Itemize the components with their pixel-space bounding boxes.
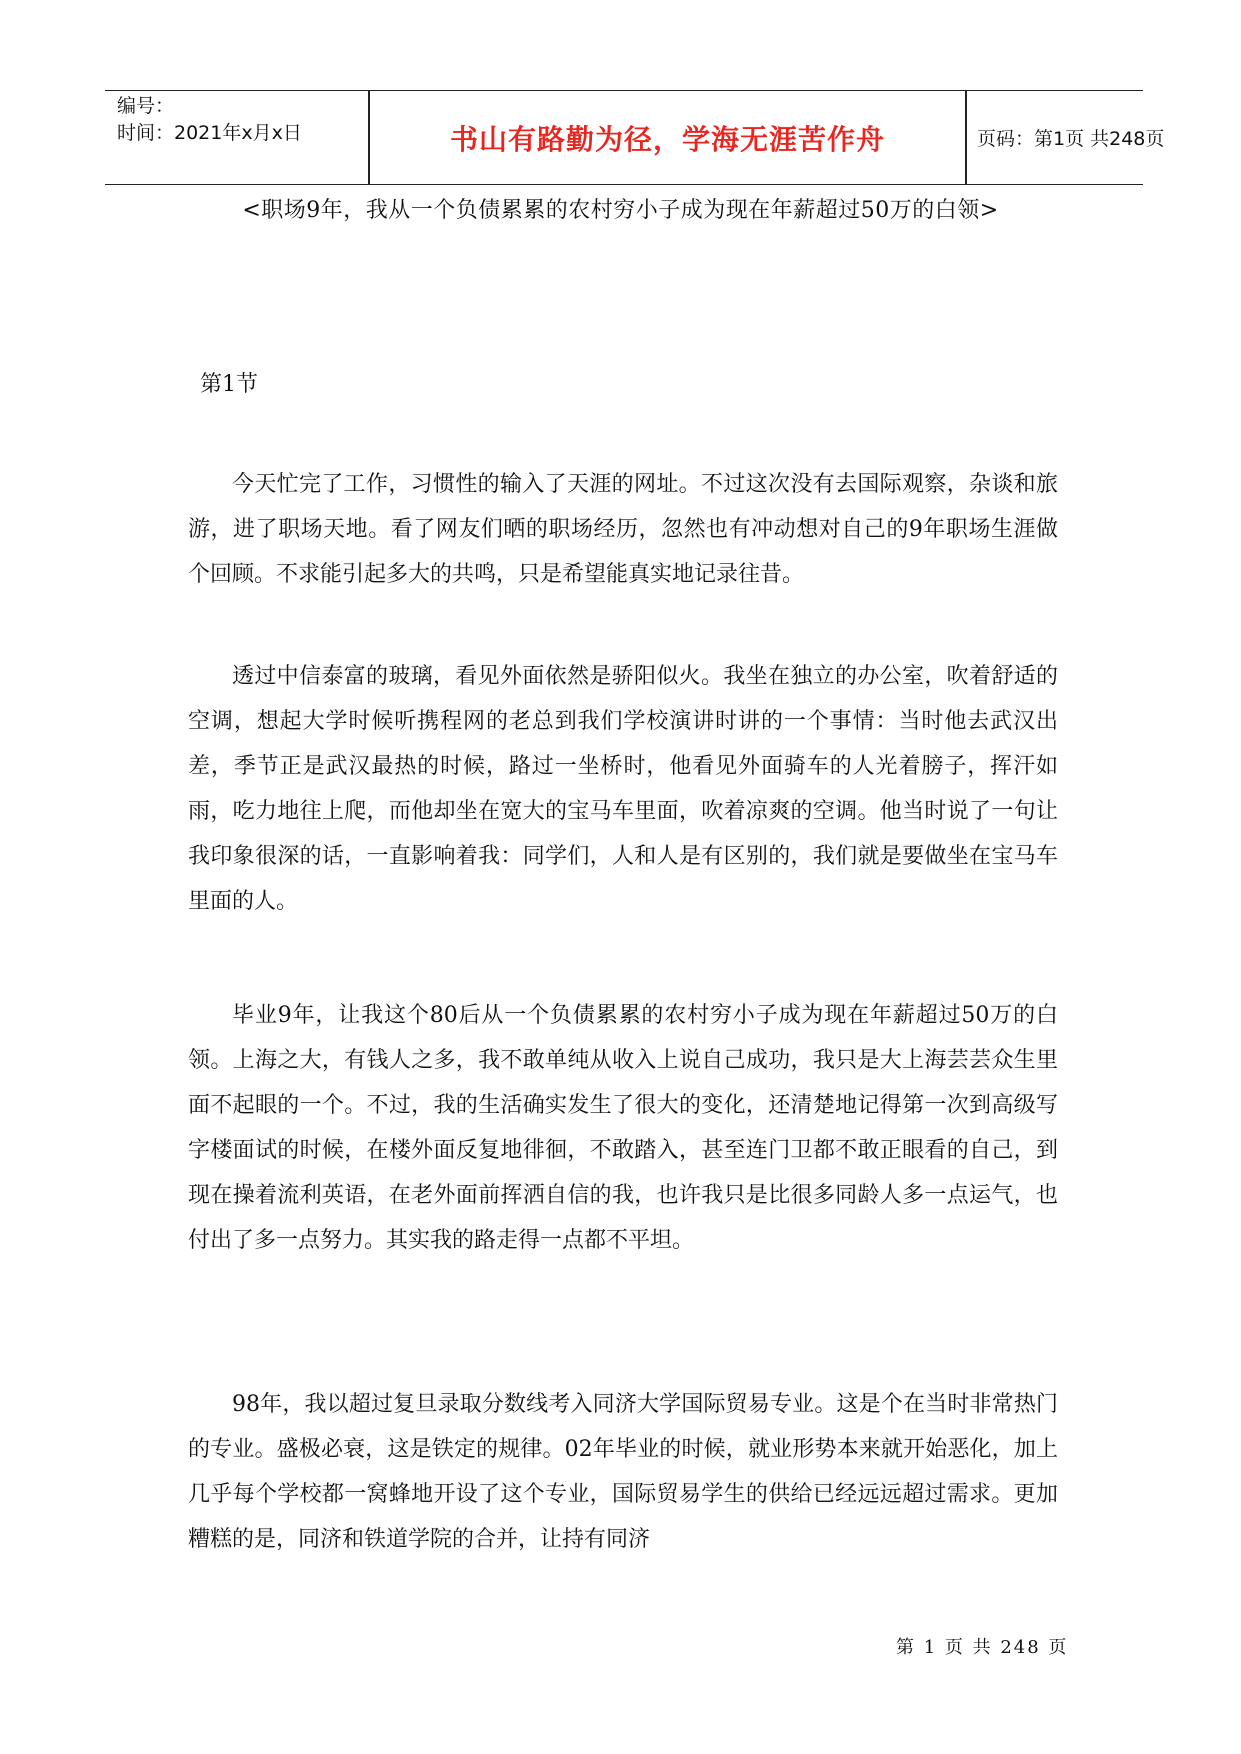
paragraph: 今天忙完了工作，习惯性的输入了天涯的网址。不过这次没有去国际观察，杂谈和旅游，进了职场天地。看了网友们晒的职场经历，忽然也有冲动想对自己的9年职场生涯做个回顾。不求能引起多大的共鸣，只是希望能真实地记录往昔。	[188, 472, 1058, 587]
header-motto-cell	[369, 91, 966, 184]
page-header	[105, 90, 1165, 185]
header-time-label: 时间：2021年x月x日	[117, 122, 302, 144]
document-title: <职场9年，我从一个负债累累的农村穷小子成为现在年薪超过50万的白领>	[242, 198, 999, 223]
header-page-label: 页码：第1页 共248页	[977, 128, 1165, 150]
paragraph: 毕业9年，让我这个80后从一个负债累累的农村穷小子成为现在年薪超过50万的白领。上海之大，有钱人之多，我不敢单纯从收入上说自己成功，我只是大上海芸芸众生里面不起眼的一个。不过，我的生活确实发生了很大的变化，还清楚地记得第一次到高级写字楼面试的时候，在楼外面反复地徘徊，不敢踏入，甚至连门卫都不敢正眼看的自己，到现在操着流利英语，在老外面前挥洒自信的我，也许我只是比很多同龄人多一点运气，也付出了多一点努力。其实我的路走得一点都不平坦。	[188, 1003, 1058, 1253]
header-divider	[965, 91, 967, 184]
paragraph: 98年，我以超过复旦录取分数线考入同济大学国际贸易专业。这是个在当时非常热门的专业。盛极必衰，这是铁定的规律。02年毕业的时候，就业形势本来就开始恶化，加上几乎每个学校都一窝蜂地开设了这个专业，国际贸易学生的供给已经远远超过需求。更加糟糕的是，同济和铁道学院的合并，让持有同济	[188, 1392, 1058, 1552]
paragraph: 透过中信泰富的玻璃，看见外面依然是骄阳似火。我坐在独立的办公室，吹着舒适的空调，想起大学时候听携程网的老总到我们学校演讲时讲的一个事情：当时他去武汉出差，季节正是武汉最热的时候，路过一坐桥时，他看见外面骑车的人光着膀子，挥汗如雨，吃力地往上爬，而他却坐在宽大的宝马车里面，吹着凉爽的空调。他当时说了一句让我印象很深的话，一直影响着我：同学们，人和人是有区别的，我们就是要做坐在宝马车里面的人。	[188, 664, 1058, 914]
page-footer: 第 1 页 共 248 页	[896, 1637, 1069, 1658]
header-motto: 书山有路勤为径，学海无涯苦作舟	[449, 122, 885, 156]
header-number-label: 编号：	[117, 95, 175, 117]
header-meta	[117, 91, 367, 186]
section-heading: 第1节	[200, 372, 258, 397]
